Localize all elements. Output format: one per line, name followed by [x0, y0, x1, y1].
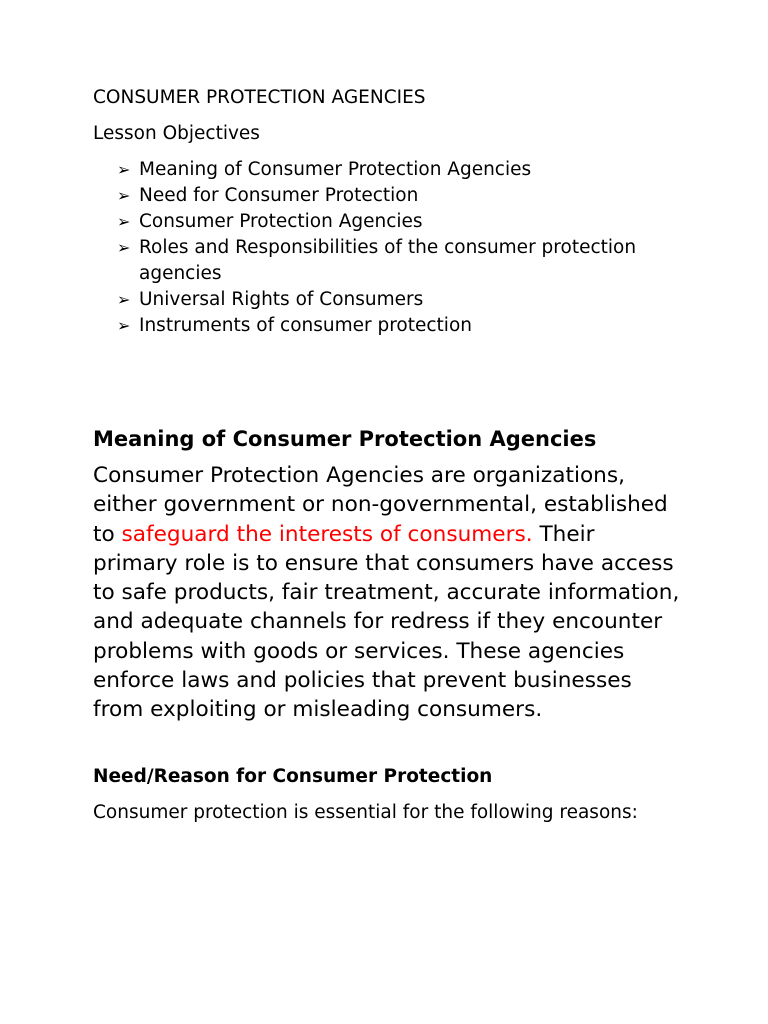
meaning-section-heading: Meaning of Consumer Protection Agencies — [93, 427, 597, 451]
arrow-bullet-icon: ➢ — [117, 290, 131, 309]
need-section-body: Consumer protection is essential for the following reasons: — [93, 801, 638, 823]
document-title: CONSUMER PROTECTION AGENCIES — [93, 87, 426, 108]
objective-text: Universal Rights of Consumers — [139, 289, 424, 310]
objective-text: Need for Consumer Protection — [139, 185, 419, 206]
objective-text: Roles and Responsibilities of the consumer protection agencies — [139, 237, 637, 284]
objective-text: Meaning of Consumer Protection Agencies — [139, 159, 532, 180]
lesson-objectives-list — [93, 157, 708, 339]
arrow-bullet-icon: ➢ — [117, 238, 131, 257]
list-item — [117, 183, 708, 209]
list-item — [117, 313, 708, 339]
list-item — [117, 287, 708, 313]
arrow-bullet-icon: ➢ — [117, 186, 131, 205]
list-item — [117, 209, 708, 235]
list-item — [117, 235, 708, 287]
meaning-body-text-continued: Their primary role is to ensure that consumers have access to safe products, fair treatment, accurate information, and adequate channels for redress if they encounter problems with goods or services. These agencies enforce laws and policies that prevent businesses from exploiting or misleading consumers. — [93, 521, 680, 723]
meaning-body-highlight: safeguard the interests of consumers. — [121, 521, 533, 547]
arrow-bullet-icon: ➢ — [117, 316, 131, 335]
lesson-objectives-heading: Lesson Objectives — [93, 123, 260, 144]
arrow-bullet-icon: ➢ — [117, 212, 131, 231]
meaning-body-text: Consumer Protection Agencies are organizations, either government or non-governmental, established to — [93, 463, 668, 547]
objective-text: Consumer Protection Agencies — [139, 211, 423, 232]
list-item — [117, 157, 708, 183]
objective-text: Instruments of consumer protection — [139, 315, 472, 336]
need-section-heading: Need/Reason for Consumer Protection — [93, 765, 493, 787]
meaning-section-body — [93, 461, 683, 725]
arrow-bullet-icon: ➢ — [117, 160, 131, 179]
